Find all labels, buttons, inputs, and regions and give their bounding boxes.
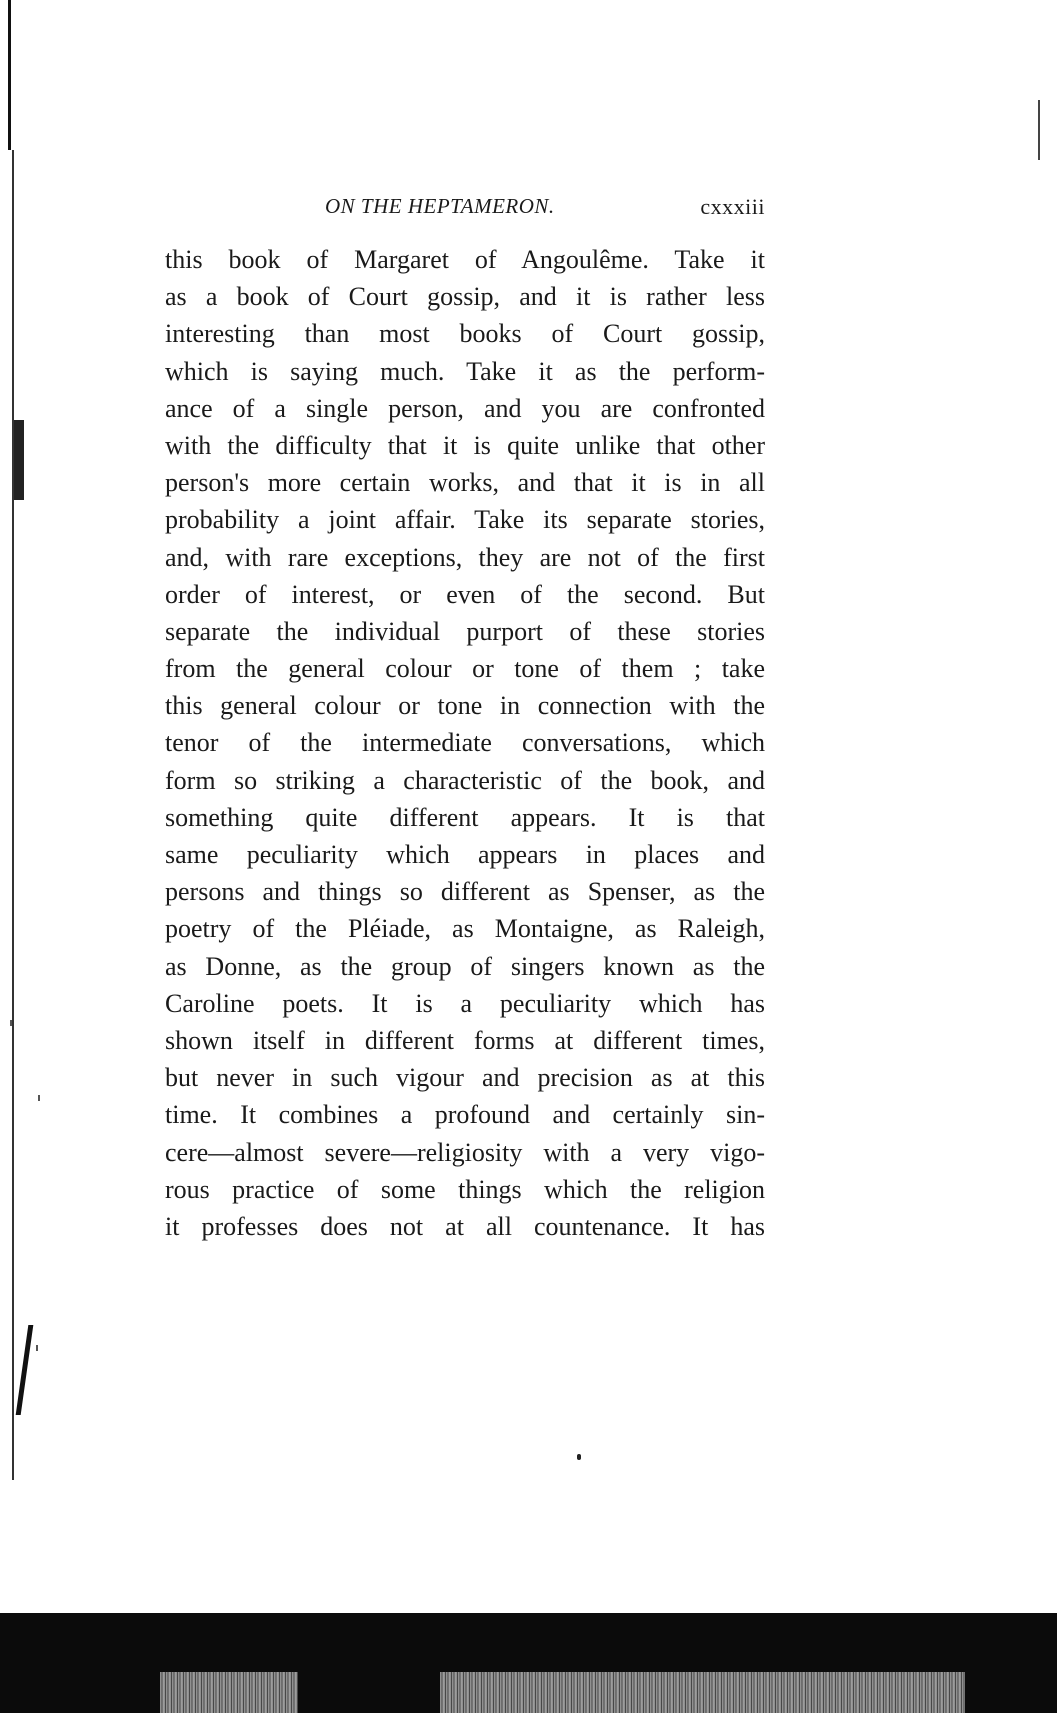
scan-edge-mark bbox=[8, 0, 11, 150]
text-line: this general colour or tone in connection with the bbox=[165, 691, 765, 721]
page-number: cxxxiii bbox=[700, 194, 765, 219]
text-line: interesting than most books of Court gossip, bbox=[165, 319, 765, 349]
text-line: form so striking a characteristic of the book, and bbox=[165, 765, 765, 795]
text-line: time. It combines a profound and certainly sin- bbox=[165, 1100, 765, 1130]
running-title: ON THE HEPTAMERON. bbox=[325, 194, 555, 218]
text-line: but never in such vigour and precision as at this bbox=[165, 1063, 765, 1093]
text-line: tenor of the intermediate conversations, which bbox=[165, 728, 765, 758]
text-line: probability a joint affair. Take its separate stories, bbox=[165, 505, 765, 535]
text-line: as a book of Court gossip, and it is rather less bbox=[165, 282, 765, 312]
text-line: something quite different appears. It is that bbox=[165, 802, 765, 832]
text-line: as Donne, as the group of singers known as the bbox=[165, 951, 765, 981]
text-line: persons and things so different as Spenser, as the bbox=[165, 877, 765, 907]
text-line: shown itself in different forms at different times, bbox=[165, 1025, 765, 1055]
scan-noise bbox=[440, 1672, 965, 1713]
scan-speck bbox=[10, 1020, 12, 1026]
scan-speck bbox=[38, 1095, 40, 1101]
ink-spot bbox=[577, 1454, 581, 1460]
text-line: poetry of the Pléiade, as Montaigne, as Raleigh, bbox=[165, 914, 765, 944]
text-line: it professes does not at all countenance. It has bbox=[165, 1211, 765, 1241]
page-header bbox=[165, 186, 765, 226]
text-line: which is saying much. Take it as the perform- bbox=[165, 356, 765, 386]
text-line: rous practice of some things which the religion bbox=[165, 1174, 765, 1204]
scan-blot bbox=[14, 420, 24, 500]
text-line: from the general colour or tone of them ; take bbox=[165, 654, 765, 684]
text-line: with the difficulty that it is quite unlike that other bbox=[165, 430, 765, 460]
text-line: cere—almost severe—religiosity with a very vigo- bbox=[165, 1137, 765, 1167]
text-line: ance of a single person, and you are confronted bbox=[165, 393, 765, 423]
text-line: Caroline poets. It is a peculiarity which has bbox=[165, 988, 765, 1018]
text-line: separate the individual purport of these stories bbox=[165, 616, 765, 646]
text-line: and, with rare exceptions, they are not of the first bbox=[165, 542, 765, 572]
text-line: this book of Margaret of Angoulême. Take it bbox=[165, 245, 765, 274]
body-text bbox=[165, 241, 765, 1245]
scan-noise bbox=[160, 1672, 298, 1713]
text-line: order of interest, or even of the second. But bbox=[165, 579, 765, 609]
scan-edge-mark bbox=[1038, 100, 1040, 160]
scan-edge-line bbox=[12, 150, 14, 1480]
scan-blot bbox=[16, 1325, 34, 1415]
text-line: person's more certain works, and that it is in all bbox=[165, 468, 765, 498]
scan-speck bbox=[36, 1345, 38, 1351]
text-line: same peculiarity which appears in places and bbox=[165, 840, 765, 869]
